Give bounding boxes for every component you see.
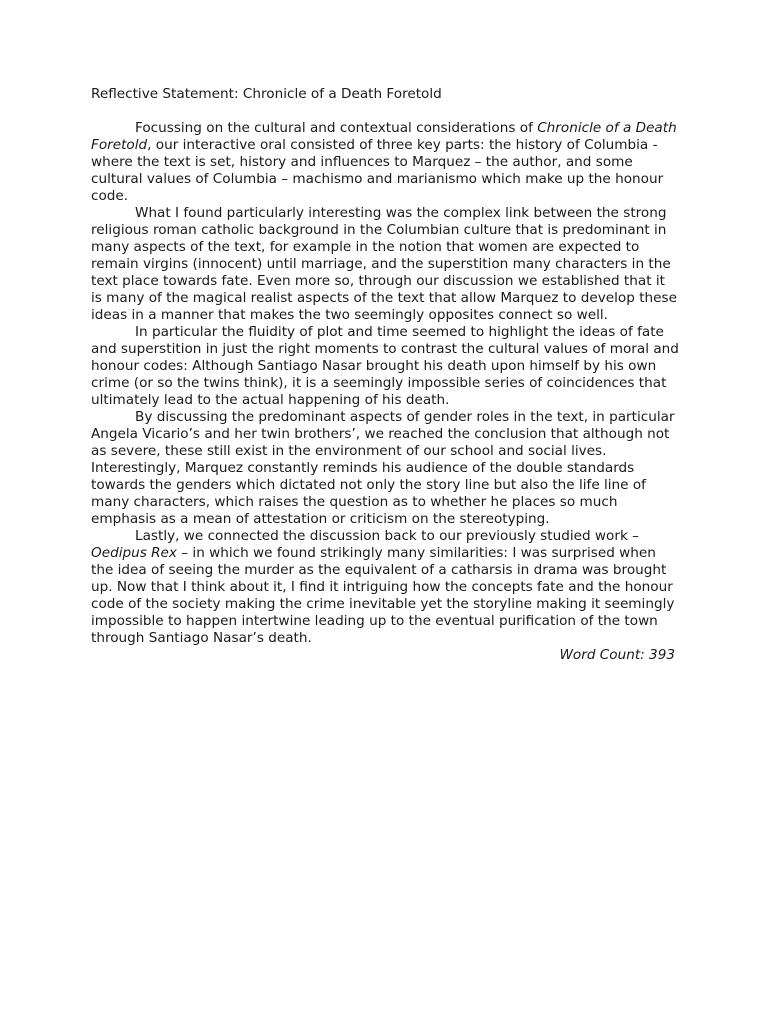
paragraph-text: Focussing on the cultural and contextual considerations of — [135, 120, 538, 136]
paragraph-4 — [91, 409, 679, 528]
book-title-italic: Chronicle of a Death Foretold — [91, 120, 677, 153]
paragraph-text: , our interactive oral consisted of three key parts: the history of Columbia - where the text is set, history and influences to Marquez – the author, and some cultural values of Columbia – machismo and marianismo which make up the honour code. — [91, 137, 664, 204]
paragraph-1 — [91, 120, 679, 205]
paragraph-text: – in which we found strikingly many similarities: I was surprised when the idea of seeing the murder as the equivalent of a catharsis in drama was brought up. Now that I think about it, I find it intriguing how the concepts fate and the honour code of the society making the crime inevitable yet the storyline making it seemingly impossible to happen intertwine leading up to the eventual purification of the town through Santiago Nasar’s death. — [91, 545, 675, 646]
paragraph-text: In particular the fluidity of plot and time seemed to highlight the ideas of fate and superstition in just the right moments to contrast the cultural values of moral and honour codes: Although Santiago Nasar brought his death upon himself by his own crime (or so the twins think), it is a seemingly impossible series of coincidences that ultimately lead to the actual happening of his death. — [91, 324, 679, 408]
word-count: Word Count: 393 — [559, 647, 675, 663]
paragraph-2 — [91, 205, 679, 324]
paragraph-text: By discussing the predominant aspects of gender roles in the text, in particular Angela Vicario’s and her twin brothers’, we reached the conclusion that although not as severe, these still exist in the environment of our school and social lives. Interestingly, Marquez constantly reminds his audience of the double standards towards the genders which dictated not only the story line but also the life line of many characters, which raises the question as to whether he places so much emphasis as a mean of attestation or criticism on the stereotyping. — [91, 409, 675, 527]
paragraph-5 — [91, 528, 679, 647]
document-title: Reflective Statement: Chronicle of a Death Foretold — [91, 86, 442, 102]
paragraph-text: Lastly, we connected the discussion back to our previously studied work – — [135, 528, 639, 544]
document-page — [91, 86, 679, 664]
paragraph-3 — [91, 324, 679, 409]
paragraph-text: What I found particularly interesting was the complex link between the strong religious roman catholic background in the Columbian culture that is predominant in many aspects of the text, for example in the notion that women are expected to remain virgins (innocent) until marriage, and the superstition many characters in the text place towards fate. Even more so, through our discussion we established that it is many of the magical realist aspects of the text that allow Marquez to develop these ideas in a manner that makes the two seemingly opposites connect so well. — [91, 205, 677, 323]
work-title-italic: Oedipus Rex — [91, 545, 177, 561]
